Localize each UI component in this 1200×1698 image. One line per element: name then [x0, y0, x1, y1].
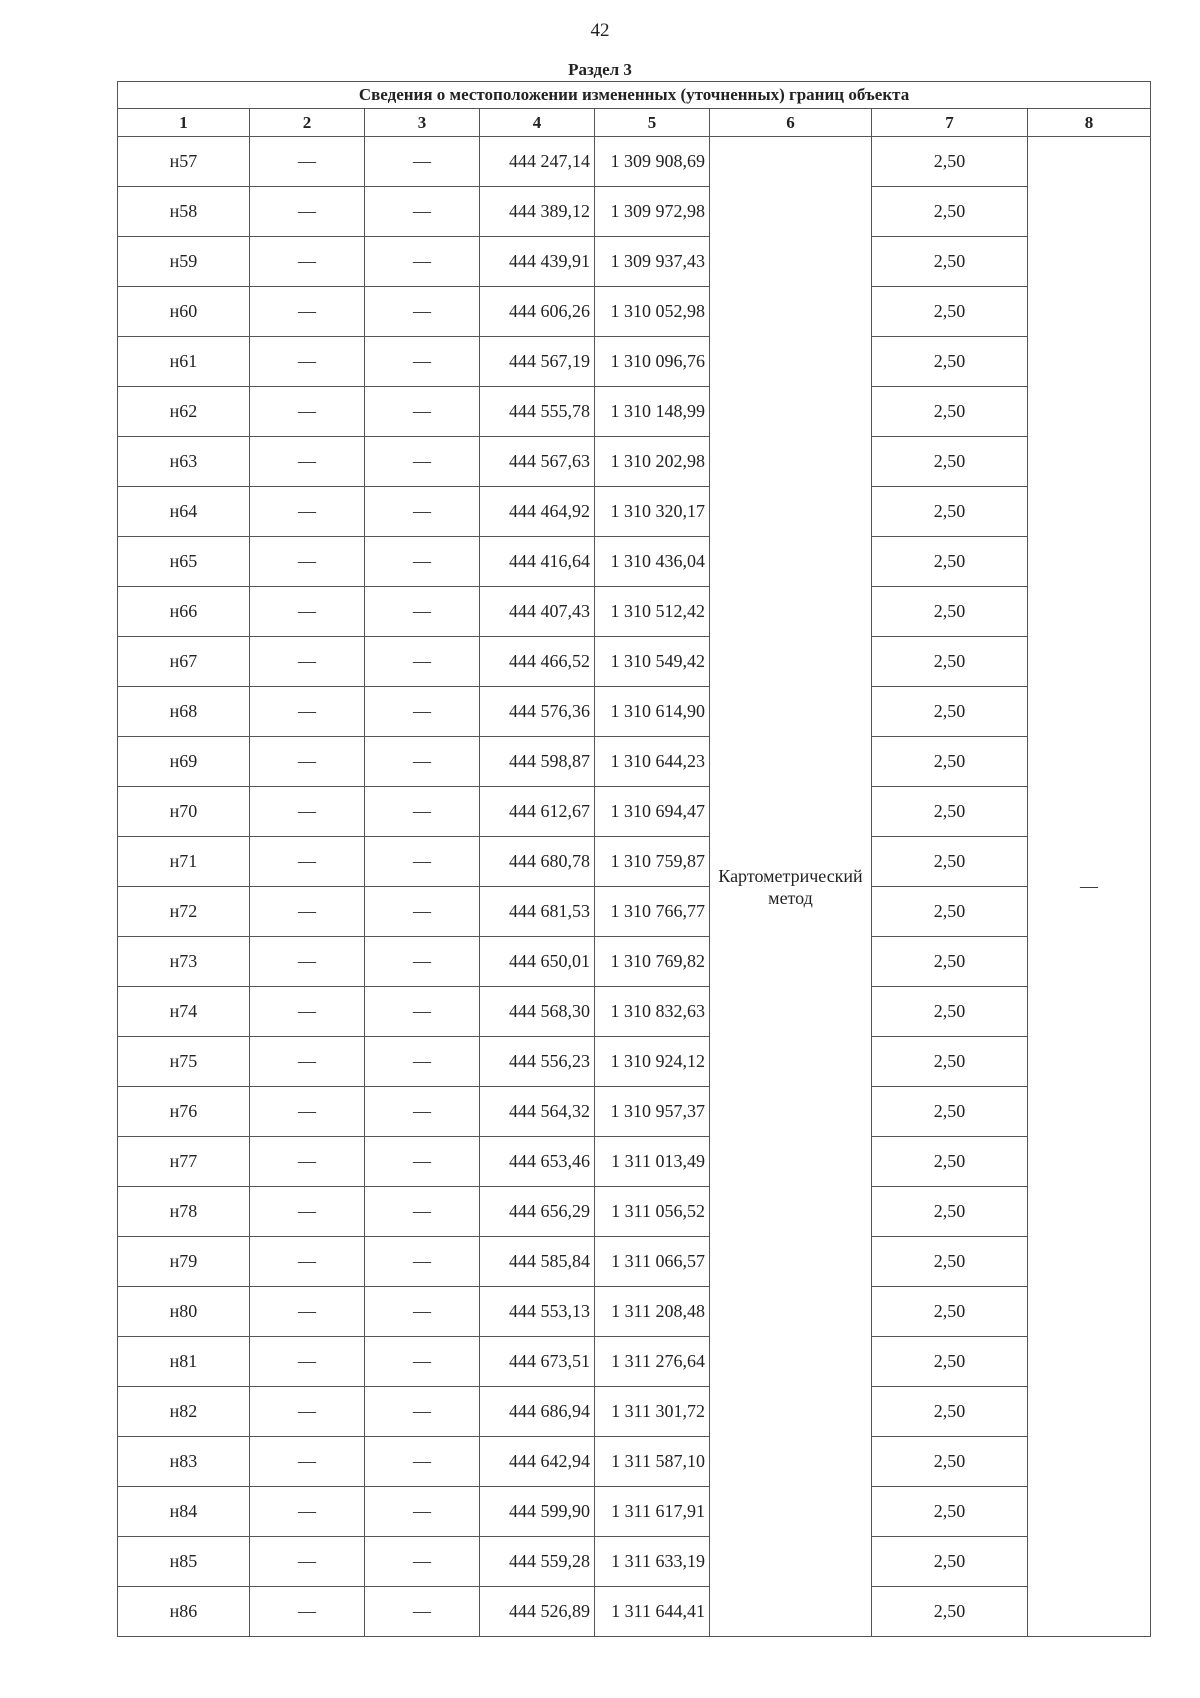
point-name-cell: н69 — [118, 737, 250, 787]
point-name-cell: н65 — [118, 537, 250, 587]
column-number-4: 4 — [480, 109, 595, 137]
column-2-cell: — — [250, 1037, 365, 1087]
table-row — [118, 187, 1151, 237]
table-row — [118, 287, 1151, 337]
x-coordinate-cell: 444 416,64 — [480, 537, 595, 587]
y-coordinate-cell: 1 310 436,04 — [595, 537, 710, 587]
point-name-cell: н72 — [118, 887, 250, 937]
table-row — [118, 537, 1151, 587]
y-coordinate-cell: 1 311 208,48 — [595, 1287, 710, 1337]
column-2-cell: — — [250, 637, 365, 687]
y-coordinate-cell: 1 310 202,98 — [595, 437, 710, 487]
x-coordinate-cell: 444 407,43 — [480, 587, 595, 637]
point-name-cell: н70 — [118, 787, 250, 837]
accuracy-cell: 2,50 — [872, 1087, 1028, 1137]
column-3-cell: — — [365, 787, 480, 837]
table-row — [118, 1287, 1151, 1337]
table-row — [118, 1437, 1151, 1487]
accuracy-cell: 2,50 — [872, 1437, 1028, 1487]
y-coordinate-cell: 1 311 644,41 — [595, 1587, 710, 1637]
accuracy-cell: 2,50 — [872, 387, 1028, 437]
point-name-cell: н83 — [118, 1437, 250, 1487]
accuracy-cell: 2,50 — [872, 1187, 1028, 1237]
x-coordinate-cell: 444 576,36 — [480, 687, 595, 737]
y-coordinate-cell: 1 309 908,69 — [595, 137, 710, 187]
x-coordinate-cell: 444 564,32 — [480, 1087, 595, 1137]
page-number: 42 — [590, 20, 610, 41]
column-3-cell: — — [365, 1087, 480, 1137]
accuracy-cell: 2,50 — [872, 1387, 1028, 1437]
y-coordinate-cell: 1 309 937,43 — [595, 237, 710, 287]
accuracy-cell: 2,50 — [872, 1137, 1028, 1187]
point-name-cell: н57 — [118, 137, 250, 187]
column-3-cell: — — [365, 337, 480, 387]
column-3-cell: — — [365, 237, 480, 287]
column-2-cell: — — [250, 687, 365, 737]
column-2-cell: — — [250, 1437, 365, 1487]
point-name-cell: н68 — [118, 687, 250, 737]
point-name-cell: н82 — [118, 1387, 250, 1437]
column-number-7: 7 — [872, 109, 1028, 137]
table-row — [118, 487, 1151, 537]
table-row — [118, 237, 1151, 287]
column-2-cell: — — [250, 387, 365, 437]
column-3-cell: — — [365, 837, 480, 887]
x-coordinate-cell: 444 650,01 — [480, 937, 595, 987]
point-name-cell: н80 — [118, 1287, 250, 1337]
point-name-cell: н74 — [118, 987, 250, 1037]
table-row — [118, 687, 1151, 737]
x-coordinate-cell: 444 680,78 — [480, 837, 595, 887]
column-3-cell: — — [365, 1287, 480, 1337]
column-3-cell: — — [365, 537, 480, 587]
x-coordinate-cell: 444 585,84 — [480, 1237, 595, 1287]
table-row — [118, 937, 1151, 987]
column-2-cell: — — [250, 1187, 365, 1237]
accuracy-cell: 2,50 — [872, 687, 1028, 737]
table-row — [118, 737, 1151, 787]
column-3-cell: — — [365, 1437, 480, 1487]
table-row — [118, 837, 1151, 887]
x-coordinate-cell: 444 598,87 — [480, 737, 595, 787]
column-3-cell: — — [365, 1037, 480, 1087]
y-coordinate-cell: 1 311 056,52 — [595, 1187, 710, 1237]
x-coordinate-cell: 444 466,52 — [480, 637, 595, 687]
accuracy-cell: 2,50 — [872, 1037, 1028, 1087]
column-3-cell: — — [365, 887, 480, 937]
accuracy-cell: 2,50 — [872, 737, 1028, 787]
x-coordinate-cell: 444 556,23 — [480, 1037, 595, 1087]
accuracy-cell: 2,50 — [872, 637, 1028, 687]
column-2-cell: — — [250, 587, 365, 637]
column-2-cell: — — [250, 137, 365, 187]
accuracy-cell: 2,50 — [872, 1487, 1028, 1537]
x-coordinate-cell: 444 681,53 — [480, 887, 595, 937]
table-row — [118, 887, 1151, 937]
column-number-3: 3 — [365, 109, 480, 137]
y-coordinate-cell: 1 310 512,42 — [595, 587, 710, 637]
x-coordinate-cell: 444 606,26 — [480, 287, 595, 337]
accuracy-cell: 2,50 — [872, 887, 1028, 937]
point-name-cell: н63 — [118, 437, 250, 487]
x-coordinate-cell: 444 568,30 — [480, 987, 595, 1037]
table-row — [118, 137, 1151, 187]
y-coordinate-cell: 1 310 052,98 — [595, 287, 710, 337]
column-3-cell: — — [365, 937, 480, 987]
column-2-cell: — — [250, 787, 365, 837]
y-coordinate-cell: 1 310 769,82 — [595, 937, 710, 987]
column-2-cell: — — [250, 237, 365, 287]
y-coordinate-cell: 1 311 066,57 — [595, 1237, 710, 1287]
y-coordinate-cell: 1 311 617,91 — [595, 1487, 710, 1537]
column-2-cell: — — [250, 1337, 365, 1387]
y-coordinate-cell: 1 310 832,63 — [595, 987, 710, 1037]
column-2-cell: — — [250, 1087, 365, 1137]
table-row — [118, 637, 1151, 687]
table-row — [118, 1237, 1151, 1287]
column-3-cell: — — [365, 1137, 480, 1187]
y-coordinate-cell: 1 310 694,47 — [595, 787, 710, 837]
table-row — [118, 337, 1151, 387]
y-coordinate-cell: 1 310 320,17 — [595, 487, 710, 537]
column-3-cell: — — [365, 1387, 480, 1437]
x-coordinate-cell: 444 642,94 — [480, 1437, 595, 1487]
accuracy-cell: 2,50 — [872, 1537, 1028, 1587]
point-name-cell: н62 — [118, 387, 250, 437]
table-row — [118, 437, 1151, 487]
table-row — [118, 1187, 1151, 1237]
accuracy-cell: 2,50 — [872, 537, 1028, 587]
x-coordinate-cell: 444 686,94 — [480, 1387, 595, 1437]
accuracy-cell: 2,50 — [872, 587, 1028, 637]
table-row — [118, 787, 1151, 837]
accuracy-cell: 2,50 — [872, 837, 1028, 887]
point-name-cell: н73 — [118, 937, 250, 987]
column-2-cell: — — [250, 737, 365, 787]
column-2-cell: — — [250, 837, 365, 887]
x-coordinate-cell: 444 439,91 — [480, 237, 595, 287]
x-coordinate-cell: 444 567,19 — [480, 337, 595, 387]
accuracy-cell: 2,50 — [872, 1587, 1028, 1637]
y-coordinate-cell: 1 310 096,76 — [595, 337, 710, 387]
column-number-8: 8 — [1028, 109, 1151, 137]
column-3-cell: — — [365, 1337, 480, 1387]
accuracy-cell: 2,50 — [872, 137, 1028, 187]
accuracy-cell: 2,50 — [872, 1337, 1028, 1387]
column-numbers-row — [118, 109, 1151, 137]
x-coordinate-cell: 444 247,14 — [480, 137, 595, 187]
accuracy-cell: 2,50 — [872, 1287, 1028, 1337]
y-coordinate-cell: 1 310 644,23 — [595, 737, 710, 787]
column-3-cell: — — [365, 587, 480, 637]
x-coordinate-cell: 444 612,67 — [480, 787, 595, 837]
column-3-cell: — — [365, 1587, 480, 1637]
column-2-cell: — — [250, 1137, 365, 1187]
method-merged-cell: Картометрический метод — [710, 137, 872, 1637]
table-row — [118, 1537, 1151, 1587]
table-row — [118, 1587, 1151, 1637]
y-coordinate-cell: 1 310 759,87 — [595, 837, 710, 887]
accuracy-cell: 2,50 — [872, 187, 1028, 237]
column-3-cell: — — [365, 737, 480, 787]
column-2-cell: — — [250, 1537, 365, 1587]
y-coordinate-cell: 1 310 614,90 — [595, 687, 710, 737]
point-name-cell: н81 — [118, 1337, 250, 1387]
accuracy-cell: 2,50 — [872, 937, 1028, 987]
x-coordinate-cell: 444 599,90 — [480, 1487, 595, 1537]
table-caption-row — [118, 82, 1151, 109]
x-coordinate-cell: 444 526,89 — [480, 1587, 595, 1637]
x-coordinate-cell: 444 555,78 — [480, 387, 595, 437]
x-coordinate-cell: 444 389,12 — [480, 187, 595, 237]
y-coordinate-cell: 1 310 148,99 — [595, 387, 710, 437]
table-row — [118, 1087, 1151, 1137]
point-name-cell: н86 — [118, 1587, 250, 1637]
point-name-cell: н79 — [118, 1237, 250, 1287]
x-coordinate-cell: 444 653,46 — [480, 1137, 595, 1187]
x-coordinate-cell: 444 553,13 — [480, 1287, 595, 1337]
x-coordinate-cell: 444 464,92 — [480, 487, 595, 537]
column-3-cell: — — [365, 1487, 480, 1537]
y-coordinate-cell: 1 309 972,98 — [595, 187, 710, 237]
y-coordinate-cell: 1 310 549,42 — [595, 637, 710, 687]
column-2-cell: — — [250, 1487, 365, 1537]
column-2-cell: — — [250, 1287, 365, 1337]
point-name-cell: н85 — [118, 1537, 250, 1587]
column-2-cell: — — [250, 337, 365, 387]
column-2-cell: — — [250, 1587, 365, 1637]
column-2-cell: — — [250, 287, 365, 337]
point-name-cell: н66 — [118, 587, 250, 637]
column-3-cell: — — [365, 137, 480, 187]
accuracy-cell: 2,50 — [872, 287, 1028, 337]
point-name-cell: н58 — [118, 187, 250, 237]
y-coordinate-cell: 1 310 766,77 — [595, 887, 710, 937]
column-number-6: 6 — [710, 109, 872, 137]
point-name-cell: н67 — [118, 637, 250, 687]
column-3-cell: — — [365, 637, 480, 687]
column-number-1: 1 — [118, 109, 250, 137]
column-3-cell: — — [365, 187, 480, 237]
y-coordinate-cell: 1 310 957,37 — [595, 1087, 710, 1137]
table-row — [118, 387, 1151, 437]
table-row — [118, 1337, 1151, 1387]
accuracy-cell: 2,50 — [872, 1237, 1028, 1287]
column-3-cell: — — [365, 987, 480, 1037]
coordinates-table — [117, 81, 1151, 1637]
column-2-cell: — — [250, 987, 365, 1037]
table-row — [118, 1137, 1151, 1187]
x-coordinate-cell: 444 567,63 — [480, 437, 595, 487]
point-name-cell: н77 — [118, 1137, 250, 1187]
column-2-cell: — — [250, 187, 365, 237]
column-3-cell: — — [365, 1537, 480, 1587]
column-2-cell: — — [250, 1387, 365, 1437]
accuracy-cell: 2,50 — [872, 987, 1028, 1037]
y-coordinate-cell: 1 311 633,19 — [595, 1537, 710, 1587]
column-2-cell: — — [250, 887, 365, 937]
accuracy-cell: 2,50 — [872, 337, 1028, 387]
column-2-cell: — — [250, 437, 365, 487]
column-3-cell: — — [365, 437, 480, 487]
point-name-cell: н61 — [118, 337, 250, 387]
column-3-cell: — — [365, 1237, 480, 1287]
table-caption: Сведения о местоположении измененных (уточненных) границ объекта — [118, 82, 1151, 109]
x-coordinate-cell: 444 673,51 — [480, 1337, 595, 1387]
section-title: Раздел 3 — [568, 60, 632, 79]
y-coordinate-cell: 1 311 301,72 — [595, 1387, 710, 1437]
y-coordinate-cell: 1 310 924,12 — [595, 1037, 710, 1087]
column-3-cell: — — [365, 1187, 480, 1237]
column-2-cell: — — [250, 487, 365, 537]
table-row — [118, 1037, 1151, 1087]
accuracy-cell: 2,50 — [872, 237, 1028, 287]
point-name-cell: н59 — [118, 237, 250, 287]
accuracy-cell: 2,50 — [872, 487, 1028, 537]
point-name-cell: н84 — [118, 1487, 250, 1537]
table-row — [118, 587, 1151, 637]
y-coordinate-cell: 1 311 013,49 — [595, 1137, 710, 1187]
column-3-cell: — — [365, 387, 480, 437]
y-coordinate-cell: 1 311 276,64 — [595, 1337, 710, 1387]
column-number-5: 5 — [595, 109, 710, 137]
column-2-cell: — — [250, 1237, 365, 1287]
column-3-cell: — — [365, 487, 480, 537]
x-coordinate-cell: 444 656,29 — [480, 1187, 595, 1237]
accuracy-cell: 2,50 — [872, 437, 1028, 487]
point-name-cell: н64 — [118, 487, 250, 537]
x-coordinate-cell: 444 559,28 — [480, 1537, 595, 1587]
point-name-cell: н71 — [118, 837, 250, 887]
point-name-cell: н76 — [118, 1087, 250, 1137]
table-row — [118, 987, 1151, 1037]
column-3-cell: — — [365, 687, 480, 737]
table-row — [118, 1387, 1151, 1437]
column-2-cell: — — [250, 537, 365, 587]
y-coordinate-cell: 1 311 587,10 — [595, 1437, 710, 1487]
column-3-cell: — — [365, 287, 480, 337]
column-8-merged-cell: — — [1028, 137, 1151, 1637]
point-name-cell: н78 — [118, 1187, 250, 1237]
column-2-cell: — — [250, 937, 365, 987]
point-name-cell: н75 — [118, 1037, 250, 1087]
accuracy-cell: 2,50 — [872, 787, 1028, 837]
table-row — [118, 1487, 1151, 1537]
column-number-2: 2 — [250, 109, 365, 137]
point-name-cell: н60 — [118, 287, 250, 337]
